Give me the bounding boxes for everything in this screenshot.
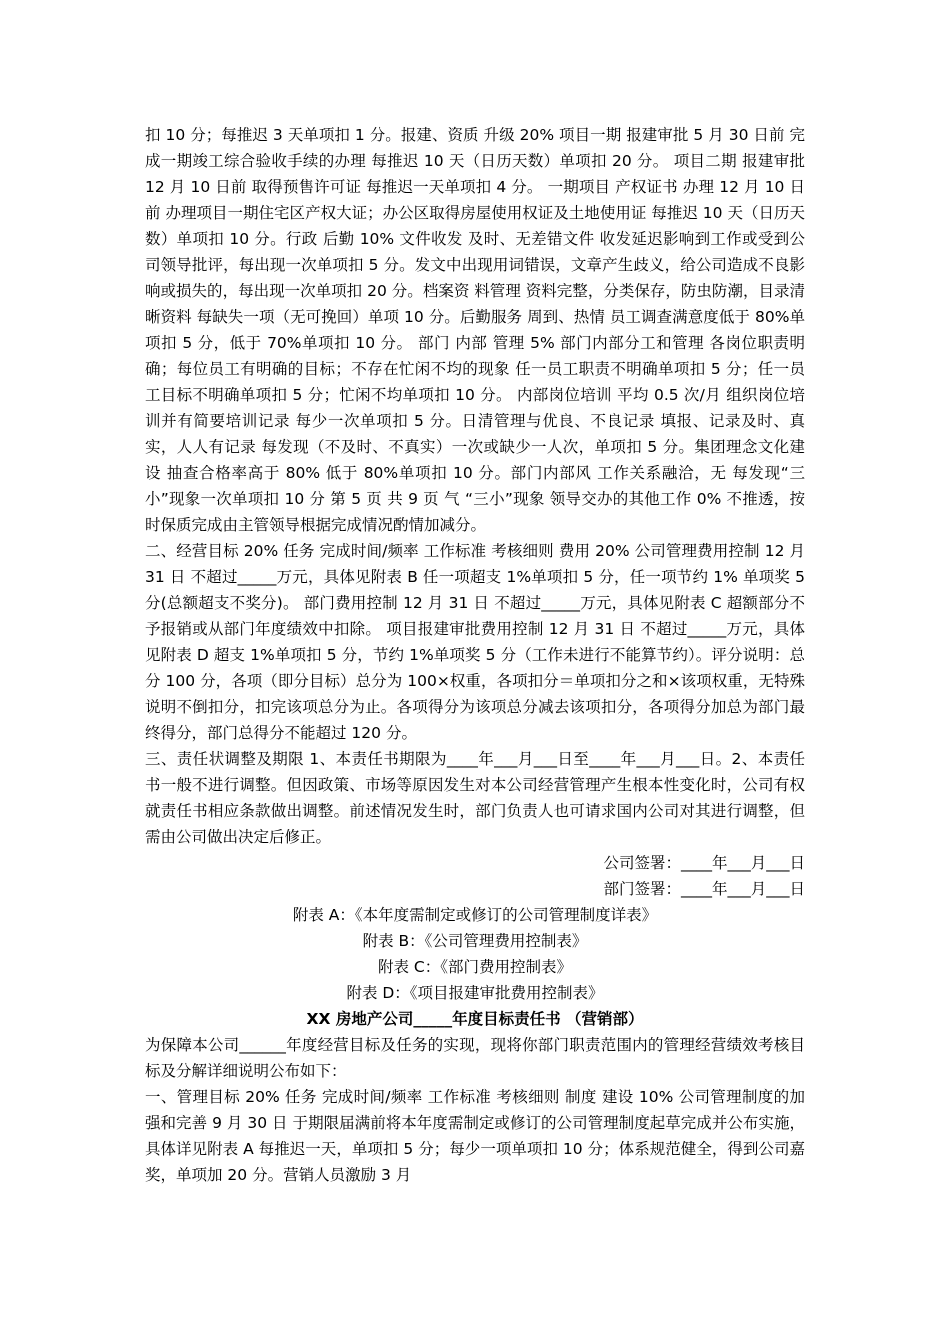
section-intro: 为保障本公司______年度经营目标及任务的实现，现将你部门职责范围内的管理经营绩效考核目标及分解详细说明公布如下： [145, 1036, 805, 1080]
paragraph-business-targets: 二、经营目标 20% 任务 完成时间/频率 工作标准 考核细则 费用 20% 公司管理费用控制 12 月 31 日 不超过_____万元，具体见附表 B 任一项超支 1%单项扣 5 分，任一项节约 1% 单项奖 5 分(总额超支不奖分)。 部门费用控制 12 月 31 日 不超过_____万元，具体见附表 C 超额部分不予报销或从部门年度绩效中扣除。 项目报建审批费用控制 12 月 31 日 不超过_____万元，具体见附表 D 超支 1%单项扣 5 分，节约 1%单项奖 5 分（工作未进行不能算节约）。评分说明：总分 100 分，各项（即分目标）总分为 100×权重，各项扣分＝单项扣分之和×该项权重，无特殊说明不倒扣分，扣完该项总分为止。各项得分为该项总分减去该项扣分，各项得分加总为部门最终得分，部门总得分不能超过 120 分。 [145, 542, 805, 742]
appendix-a: 附表 A：《本年度需制定或修订的公司管理制度详表》 [292, 906, 658, 924]
document-body [145, 122, 805, 1188]
appendix-b: 附表 B：《公司管理费用控制表》 [362, 932, 588, 950]
paragraph-management-targets: 一、管理目标 20% 任务 完成时间/频率 工作标准 考核细则 制度 建设 10% 公司管理制度的加强和完善 9 月 30 日 于期限届满前将本年度需制定或修订的公司管理制度起草完成并公布实施，具体详见附表 A 每推迟一天，单项扣 5 分；每少一项单项扣 10 分；体系规范健全，得到公司嘉奖，单项加 20 分。营销人员激励 3 月 [145, 1088, 805, 1184]
paragraph-admin-logistics: 扣 10 分；每推迟 3 天单项扣 1 分。报建、资质 升级 20% 项目一期 报建审批 5 月 30 日前 完成一期竣工综合验收手续的办理 每推迟 10 天（日历天数）单项扣 20 分。 项目二期 报建审批 12 月 10 日前 取得预售许可证 每推迟一天单项扣 4 分。 一期项目 产权证书 办理 12 月 10 日前 办理项目一期住宅区产权大证；办公区取得房屋使用权证及土地使用证 每推迟 10 天（日历天数）单项扣 10 分。行政 后勤 10% 文件收发 及时、无差错文件 收发延迟影响到工作或受到公司领导批评，每出现一次单项扣 5 分。发文中出现用词错误，文章产生歧义，给公司造成不良影响或损失的，每出现一次单项扣 20 分。档案资 料管理 资料完整，分类保存，防虫防潮，目录清晰资料 每缺失一项（无可挽回）单项 10 分。后勤服务 周到、热情 员工调查满意度低于 80%单项扣 5 分，低于 70%单项扣 10 分。 部门 内部 管理 5% 部门内部分工和管理 各岗位职责明确；每位员工有明确的目标；不存在忙闲不均的现象 任一员工职责不明确单项扣 5 分；任一员工目标不明确单项扣 5 分；忙闲不均单项扣 10 分。 内部岗位培训 平均 0.5 次/月 组织岗位培训并有简要培训记录 每少一次单项扣 5 分。日清管理与优良、不良记录 填报、记录及时、真实，人人有记录 每发现（不及时、不真实）一次或缺少一人次，单项扣 5 分。集团理念文化建设 抽查合格率高于 80% 低于 80%单项扣 10 分。部门内部风 工作关系融洽，无 每发现“三小”现象一次单项扣 10 分 第 5 页 共 9 页 气 “三小”现象 领导交办的其他工作 0% 不推透，按时保质完成由主管领导根据完成情况酌情加减分。 [145, 126, 805, 534]
appendix-d: 附表 D：《项目报建审批费用控制表》 [346, 984, 604, 1002]
appendix-c: 附表 C：《部门费用控制表》 [377, 958, 572, 976]
section-title: XX 房地产公司_____年度目标责任书 （营销部） [306, 1010, 644, 1028]
paragraph-adjustment-term: 三、责任状调整及期限 1、本责任书期限为____年___月___日至____年___月___日。2、本责任书一般不进行调整。但因政策、市场等原因发生对本公司经营管理产生根本性变化时，公司有权就责任书相应条款做出调整。前述情况发生时，部门负责人也可请求国内公司对其进行调整，但需由公司做出决定后修正。 [145, 750, 805, 846]
company-signature: 公司签署：____年___月___日 [603, 854, 805, 872]
department-signature: 部门签署：____年___月___日 [603, 880, 805, 898]
